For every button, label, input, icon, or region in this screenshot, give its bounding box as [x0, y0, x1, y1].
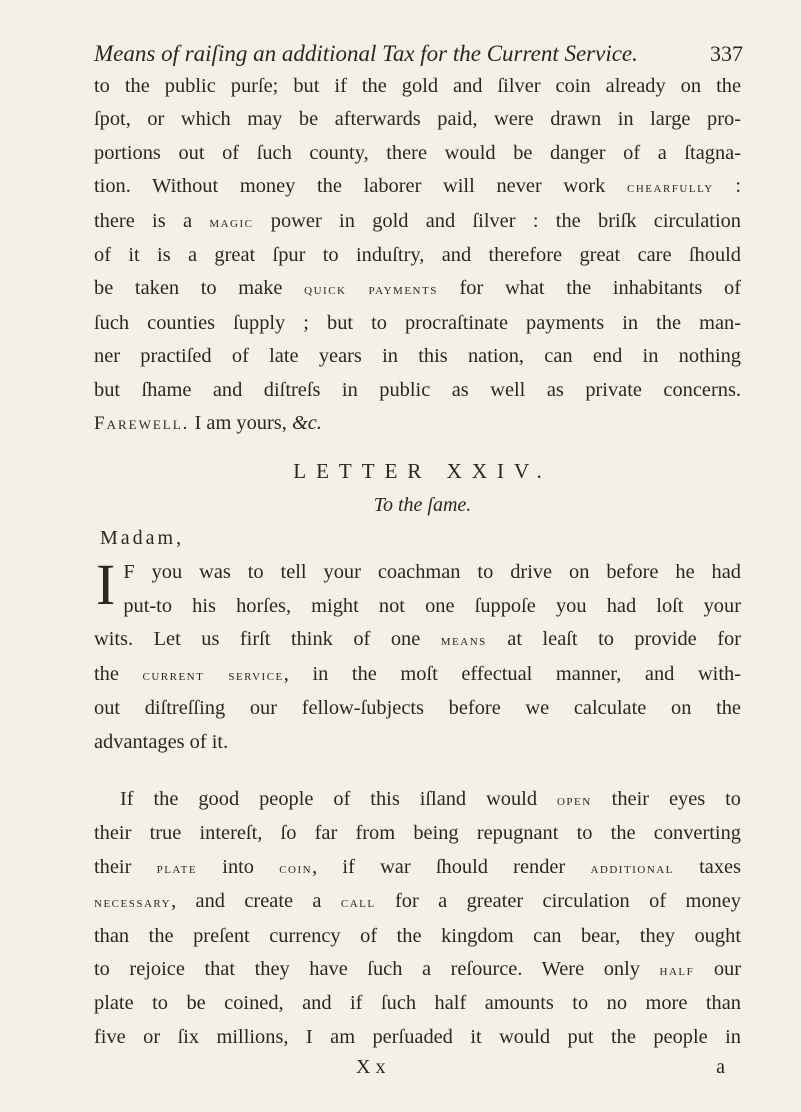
text-line: to the public purſe; but if the gold and ſilver coin already on the	[94, 75, 741, 97]
letter-addressee: To the ſame.	[373, 494, 472, 517]
catchword: a	[716, 1056, 725, 1079]
text-line: five or ſix millions, I am perſuaded it would put the people in	[94, 1025, 741, 1048]
paragraph-continued	[94, 70, 741, 440]
text-line: the current service, in the moſt effectual manner, and with-	[94, 662, 741, 685]
text-line: put-to his horſes, might not one ſuppoſe you had loſt your	[123, 594, 741, 617]
text-line: wits. Let us firſt think of one means at leaſt to provide for	[94, 628, 741, 651]
text-line: their plate into coin, if war ſhould render additional taxes	[94, 855, 741, 878]
text-line: tion. Without money the laborer will never work chearfully :	[94, 175, 742, 198]
drop-cap: I	[96, 552, 116, 618]
text-line: ner practiſed of late years in this nation, can end in nothing	[94, 345, 741, 368]
text-line: portions out of ſuch county, there would be danger of a ſtagna-	[94, 141, 741, 164]
text-line: of it is a great ſpur to induſtry, and therefore great care ſhould	[94, 244, 741, 267]
running-head	[94, 38, 743, 70]
signature-mark: X x	[356, 1056, 386, 1079]
text-line: ſpot, or which may be afterwards paid, were drawn in large pro-	[94, 108, 741, 131]
text-line: to rejoice that they have ſuch a reſource. Were only half our	[94, 957, 742, 980]
text-line: than the preſent currency of the kingdom can bear, they ought	[94, 924, 741, 947]
page-footer	[94, 1054, 741, 1080]
paragraph-opening	[94, 552, 741, 758]
text-line: there is a magic power in gold and ſilver : the briſk circulation	[94, 209, 741, 232]
paragraph-body	[94, 783, 741, 1054]
text-line: If the good people of this iſland would open their eyes to	[120, 787, 741, 810]
text-line: be taken to make quick payments for what the inhabitants of	[94, 277, 742, 300]
text-line: plate to be coined, and if ſuch half amounts to no more than	[94, 992, 741, 1015]
running-head-title: Means of raiſing an additional Tax for the Current Service.	[94, 41, 638, 66]
text-line: out diſtreſſing our fellow-ſubjects before we calculate on the	[94, 697, 741, 720]
text-line: their true intereſt, ſo far from being repugnant to the converting	[94, 822, 741, 845]
text-line: ſuch counties ſupply ; but to procraſtinate payments in the man-	[94, 311, 741, 334]
text-line: Farewell. I am yours, &c.	[94, 412, 322, 435]
text-line: F you was to tell your coachman to drive on before he had	[123, 561, 741, 584]
salutation: Madam,	[100, 527, 185, 550]
text-line: advantages of it.	[94, 730, 229, 753]
page-number: 337	[710, 41, 743, 66]
text-line: necessary, and create a call for a greater circulation of money	[94, 890, 741, 913]
letter-heading: LETTER XXIV.	[293, 459, 552, 484]
text-line: but ſhame and diſtreſs in public as well as private concerns.	[94, 378, 741, 401]
